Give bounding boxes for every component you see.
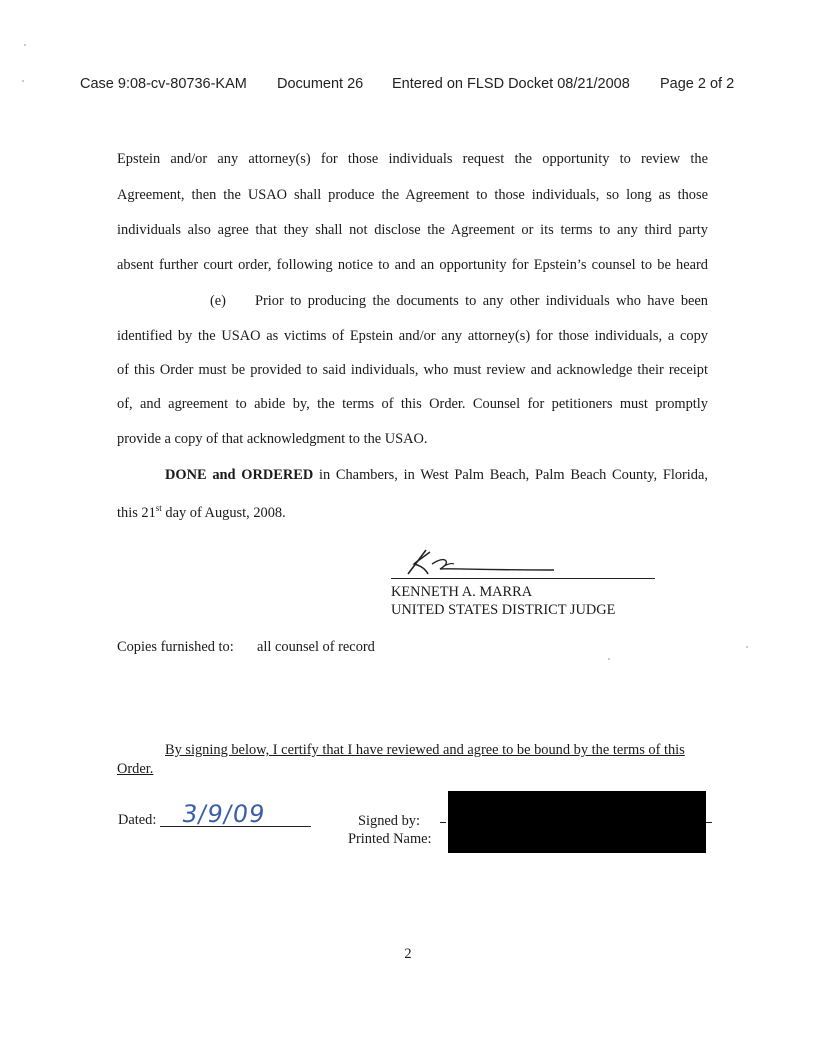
done-and-ordered xyxy=(165,465,708,485)
judge-name: KENNETH A. MARRA xyxy=(391,584,533,600)
dated-underline xyxy=(160,826,311,827)
done-and-ordered-rest: in Chambers, in West Palm Beach, Palm Beach County, Florida, xyxy=(313,467,708,483)
paragraph-label: (e) xyxy=(210,293,226,309)
scan-artifact xyxy=(24,44,26,46)
signature-field-line-start xyxy=(440,822,446,823)
body-line: Agreement, then the USAO shall produce the Agreement to those individuals, so long as those xyxy=(117,187,708,203)
done-and-ordered-bold: DONE and ORDERED xyxy=(165,467,314,483)
body-line: of, and agreement to abide by, the terms of this Order. Counsel for petitioners must promptly xyxy=(117,396,708,412)
dated-handwritten-value: 3/9/09 xyxy=(180,800,268,828)
page-number: 2 xyxy=(404,946,412,962)
certification-line: Order. xyxy=(117,761,154,777)
body-line: Epstein and/or any attorney(s) for those individuals request the opportunity to review the xyxy=(117,151,708,167)
body-line: individuals also agree that they shall not disclose the Agreement or its terms to any third party xyxy=(117,222,708,238)
body-line: provide a copy of that acknowledgment to the USAO. xyxy=(117,431,428,447)
document-number: Document 26 xyxy=(277,76,364,92)
dated-label: Dated: xyxy=(118,812,157,828)
copies-furnished-label: Copies furnished to: xyxy=(117,639,234,655)
body-line: of this Order must be provided to said individuals, who must review and acknowledge their receipt xyxy=(117,362,708,378)
judge-signature xyxy=(404,544,594,580)
certification-line: By signing below, I certify that I have reviewed and agree to be bound by the terms of this xyxy=(165,742,685,758)
order-date-prefix: this 21 xyxy=(117,504,156,521)
case-number: Case 9:08-cv-80736-KAM xyxy=(80,76,247,92)
printed-name-label: Printed Name: xyxy=(348,831,432,847)
scan-artifact xyxy=(608,658,610,660)
signature-field-line-end xyxy=(706,822,712,823)
body-line: identified by the USAO as victims of Epstein and/or any attorney(s) for those individuals, a copy xyxy=(117,328,708,344)
body-line: absent further court order, following notice to and an opportunity for Epstein’s counsel to be heard xyxy=(117,257,708,273)
body-line: Prior to producing the documents to any other individuals who have been xyxy=(255,293,708,309)
order-date-suffix: day of August, 2008. xyxy=(161,504,286,521)
copies-furnished-value: all counsel of record xyxy=(257,639,375,655)
redaction-box xyxy=(448,791,706,853)
order-date xyxy=(117,498,708,523)
scan-artifact xyxy=(746,646,748,648)
docket-entry: Entered on FLSD Docket 08/21/2008 xyxy=(392,76,630,92)
signed-by-label: Signed by: xyxy=(358,813,420,829)
page-indicator: Page 2 of 2 xyxy=(660,76,735,92)
judge-title: UNITED STATES DISTRICT JUDGE xyxy=(391,602,616,618)
scan-artifact xyxy=(22,80,24,82)
signature-line xyxy=(391,578,655,579)
order-date-sup: st xyxy=(155,503,162,513)
